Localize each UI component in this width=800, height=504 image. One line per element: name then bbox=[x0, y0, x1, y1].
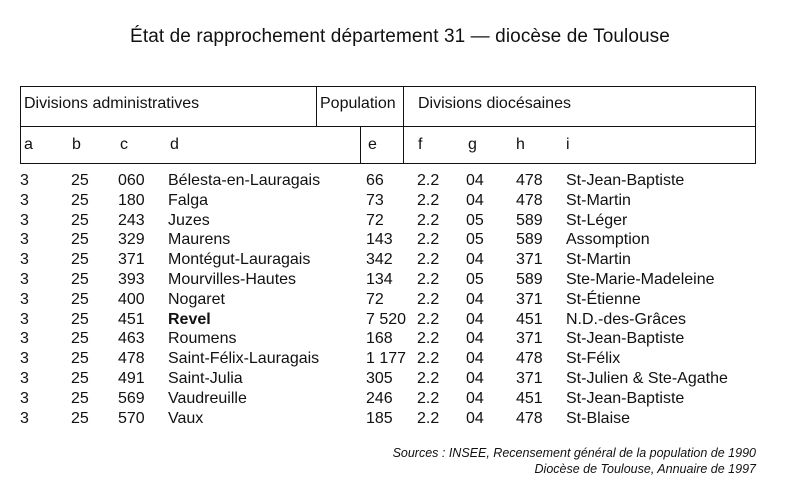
cell-a: 3 bbox=[20, 251, 29, 269]
cell-d: Roumens bbox=[168, 330, 237, 348]
cell-b: 25 bbox=[71, 191, 89, 209]
table-row bbox=[20, 171, 760, 191]
cell-h: 589 bbox=[516, 270, 543, 288]
column-header-e: e bbox=[368, 136, 377, 153]
cell-i: St-Jean-Baptiste bbox=[566, 389, 685, 407]
cell-d: Vaudreuille bbox=[168, 389, 247, 407]
header-separator-population bbox=[403, 86, 404, 164]
column-header-d: d bbox=[170, 136, 179, 153]
cell-h: 371 bbox=[516, 369, 543, 387]
cell-c: 570 bbox=[118, 409, 145, 427]
cell-g: 05 bbox=[466, 211, 484, 229]
cell-i: St-Léger bbox=[566, 211, 628, 229]
cell-f: 2.2 bbox=[417, 350, 440, 368]
cell-a: 3 bbox=[20, 211, 29, 229]
cell-i: St-Jean-Baptiste bbox=[566, 172, 685, 189]
table-row bbox=[20, 389, 760, 409]
cell-e: 73 bbox=[366, 191, 384, 209]
cell-b: 25 bbox=[71, 211, 89, 229]
cell-g: 04 bbox=[466, 369, 484, 387]
column-header-h: h bbox=[516, 136, 525, 153]
table-row bbox=[20, 230, 760, 250]
cell-b: 25 bbox=[71, 310, 89, 328]
cell-c: 243 bbox=[118, 211, 145, 229]
cell-a: 3 bbox=[20, 369, 29, 387]
cell-a: 3 bbox=[20, 330, 29, 348]
cell-c: 451 bbox=[118, 310, 145, 328]
cell-e: 7 520 bbox=[366, 310, 407, 328]
cell-a: 3 bbox=[20, 191, 29, 209]
table-row bbox=[20, 250, 760, 270]
cell-f: 2.2 bbox=[417, 310, 440, 328]
cell-a: 3 bbox=[20, 310, 29, 328]
cell-e: 342 bbox=[366, 251, 393, 269]
cell-g: 04 bbox=[466, 409, 484, 427]
cell-c: 491 bbox=[118, 369, 145, 387]
cell-e: 143 bbox=[366, 231, 393, 249]
cell-d: Montégut-Lauragais bbox=[168, 251, 311, 269]
header-population: Population bbox=[320, 95, 396, 112]
cell-e: 168 bbox=[366, 330, 393, 348]
cell-i: St-Martin bbox=[566, 191, 631, 209]
cell-g: 05 bbox=[466, 270, 484, 288]
cell-e: 72 bbox=[366, 211, 384, 229]
cell-g: 04 bbox=[466, 191, 484, 209]
cell-b: 25 bbox=[71, 290, 89, 308]
column-header-f: f bbox=[418, 136, 423, 153]
cell-f: 2.2 bbox=[417, 211, 440, 229]
header-divider bbox=[20, 126, 756, 127]
cell-d: Vaux bbox=[168, 409, 204, 427]
cell-e: 1 177 bbox=[366, 350, 407, 368]
cell-h: 451 bbox=[516, 310, 543, 328]
cell-g: 04 bbox=[466, 350, 484, 368]
table-row bbox=[20, 270, 760, 290]
cell-c: 478 bbox=[118, 350, 145, 368]
cell-i: St-Étienne bbox=[566, 290, 641, 308]
cell-h: 478 bbox=[516, 172, 543, 189]
cell-c: 569 bbox=[118, 389, 145, 407]
cell-c: 393 bbox=[118, 270, 145, 288]
data-table bbox=[20, 171, 760, 428]
cell-h: 478 bbox=[516, 191, 543, 209]
cell-a: 3 bbox=[20, 409, 29, 427]
cell-h: 371 bbox=[516, 330, 543, 348]
header-divisions-administratives: Divisions administratives bbox=[24, 95, 200, 112]
cell-b: 25 bbox=[71, 251, 89, 269]
cell-b: 25 bbox=[71, 389, 89, 407]
cell-b: 25 bbox=[71, 369, 89, 387]
table-row bbox=[20, 409, 760, 429]
sources-line-2: Diocèse de Toulouse, Annuaire de 1997 bbox=[534, 462, 756, 476]
cell-h: 371 bbox=[516, 251, 543, 269]
cell-c: 329 bbox=[118, 231, 145, 249]
cell-i: St-Blaise bbox=[566, 409, 631, 427]
cell-i: St-Félix bbox=[566, 350, 621, 368]
cell-a: 3 bbox=[20, 350, 29, 368]
cell-d: Nogaret bbox=[168, 290, 225, 308]
cell-d: Falga bbox=[168, 191, 209, 209]
cell-f: 2.2 bbox=[417, 251, 440, 269]
cell-e: 185 bbox=[366, 409, 393, 427]
cell-e: 305 bbox=[366, 369, 393, 387]
table-row bbox=[20, 310, 760, 330]
cell-f: 2.2 bbox=[417, 409, 440, 427]
table-body bbox=[20, 171, 760, 428]
cell-g: 04 bbox=[466, 330, 484, 348]
cell-h: 589 bbox=[516, 231, 543, 249]
cell-e: 246 bbox=[366, 389, 393, 407]
cell-a: 3 bbox=[20, 172, 29, 189]
table-row bbox=[20, 211, 760, 231]
cell-f: 2.2 bbox=[417, 191, 440, 209]
cell-a: 3 bbox=[20, 389, 29, 407]
cell-d: Saint-Julia bbox=[168, 369, 243, 387]
table-row bbox=[20, 290, 760, 310]
table-row bbox=[20, 369, 760, 389]
cell-c: 463 bbox=[118, 330, 145, 348]
cell-h: 478 bbox=[516, 409, 543, 427]
cell-i: St-Jean-Baptiste bbox=[566, 330, 685, 348]
cell-e: 72 bbox=[366, 290, 384, 308]
cell-e: 66 bbox=[366, 172, 384, 189]
cell-b: 25 bbox=[71, 231, 89, 249]
cell-f: 2.2 bbox=[417, 172, 440, 189]
cell-c: 371 bbox=[118, 251, 145, 269]
cell-d: Saint-Félix-Lauragais bbox=[168, 350, 320, 368]
cell-h: 371 bbox=[516, 290, 543, 308]
column-header-a: a bbox=[24, 136, 33, 153]
cell-f: 2.2 bbox=[417, 330, 440, 348]
cell-g: 04 bbox=[466, 310, 484, 328]
cell-h: 478 bbox=[516, 350, 543, 368]
cell-d: Revel bbox=[168, 310, 211, 328]
cell-a: 3 bbox=[20, 231, 29, 249]
cell-i: N.D.-des-Grâces bbox=[566, 310, 687, 328]
cell-g: 04 bbox=[466, 172, 484, 189]
cell-b: 25 bbox=[71, 330, 89, 348]
cell-g: 05 bbox=[466, 231, 484, 249]
cell-g: 04 bbox=[466, 251, 484, 269]
cell-d: Juzes bbox=[168, 211, 210, 229]
cell-i: Assomption bbox=[566, 231, 650, 249]
page-title: État de rapprochement département 31 — diocèse de Toulouse bbox=[130, 26, 670, 47]
header-separator-admin bbox=[316, 86, 317, 126]
cell-g: 04 bbox=[466, 389, 484, 407]
header-separator-d-e bbox=[360, 126, 361, 164]
cell-f: 2.2 bbox=[417, 270, 440, 288]
sources-note bbox=[393, 445, 756, 477]
table-row bbox=[20, 191, 760, 211]
cell-h: 589 bbox=[516, 211, 543, 229]
cell-d: Mourvilles-Hautes bbox=[168, 270, 297, 288]
cell-b: 25 bbox=[71, 409, 89, 427]
cell-b: 25 bbox=[71, 172, 89, 189]
cell-i: Ste-Marie-Madeleine bbox=[566, 270, 715, 288]
cell-a: 3 bbox=[20, 290, 29, 308]
cell-f: 2.2 bbox=[417, 231, 440, 249]
cell-c: 060 bbox=[118, 172, 145, 189]
cell-d: Maurens bbox=[168, 231, 231, 249]
cell-c: 180 bbox=[118, 191, 145, 209]
cell-g: 04 bbox=[466, 290, 484, 308]
cell-b: 25 bbox=[71, 350, 89, 368]
header-divisions-diocesaines: Divisions diocésaines bbox=[418, 95, 571, 112]
cell-f: 2.2 bbox=[417, 290, 440, 308]
column-header-i: i bbox=[566, 136, 570, 153]
cell-c: 400 bbox=[118, 290, 145, 308]
cell-b: 25 bbox=[71, 270, 89, 288]
cell-d: Bélesta-en-Lauragais bbox=[168, 172, 321, 189]
cell-f: 2.2 bbox=[417, 389, 440, 407]
cell-a: 3 bbox=[20, 270, 29, 288]
table-row bbox=[20, 329, 760, 349]
cell-i: St-Julien & Ste-Agathe bbox=[566, 369, 728, 387]
column-header-c: c bbox=[120, 136, 128, 153]
sources-line-1: Sources : INSEE, Recensement général de la population de 1990 bbox=[392, 446, 756, 460]
cell-h: 451 bbox=[516, 389, 543, 407]
cell-f: 2.2 bbox=[417, 369, 440, 387]
column-header-b: b bbox=[72, 136, 81, 153]
column-header-g: g bbox=[468, 136, 477, 153]
cell-i: St-Martin bbox=[566, 251, 631, 269]
cell-e: 134 bbox=[366, 270, 393, 288]
table-row bbox=[20, 349, 760, 369]
